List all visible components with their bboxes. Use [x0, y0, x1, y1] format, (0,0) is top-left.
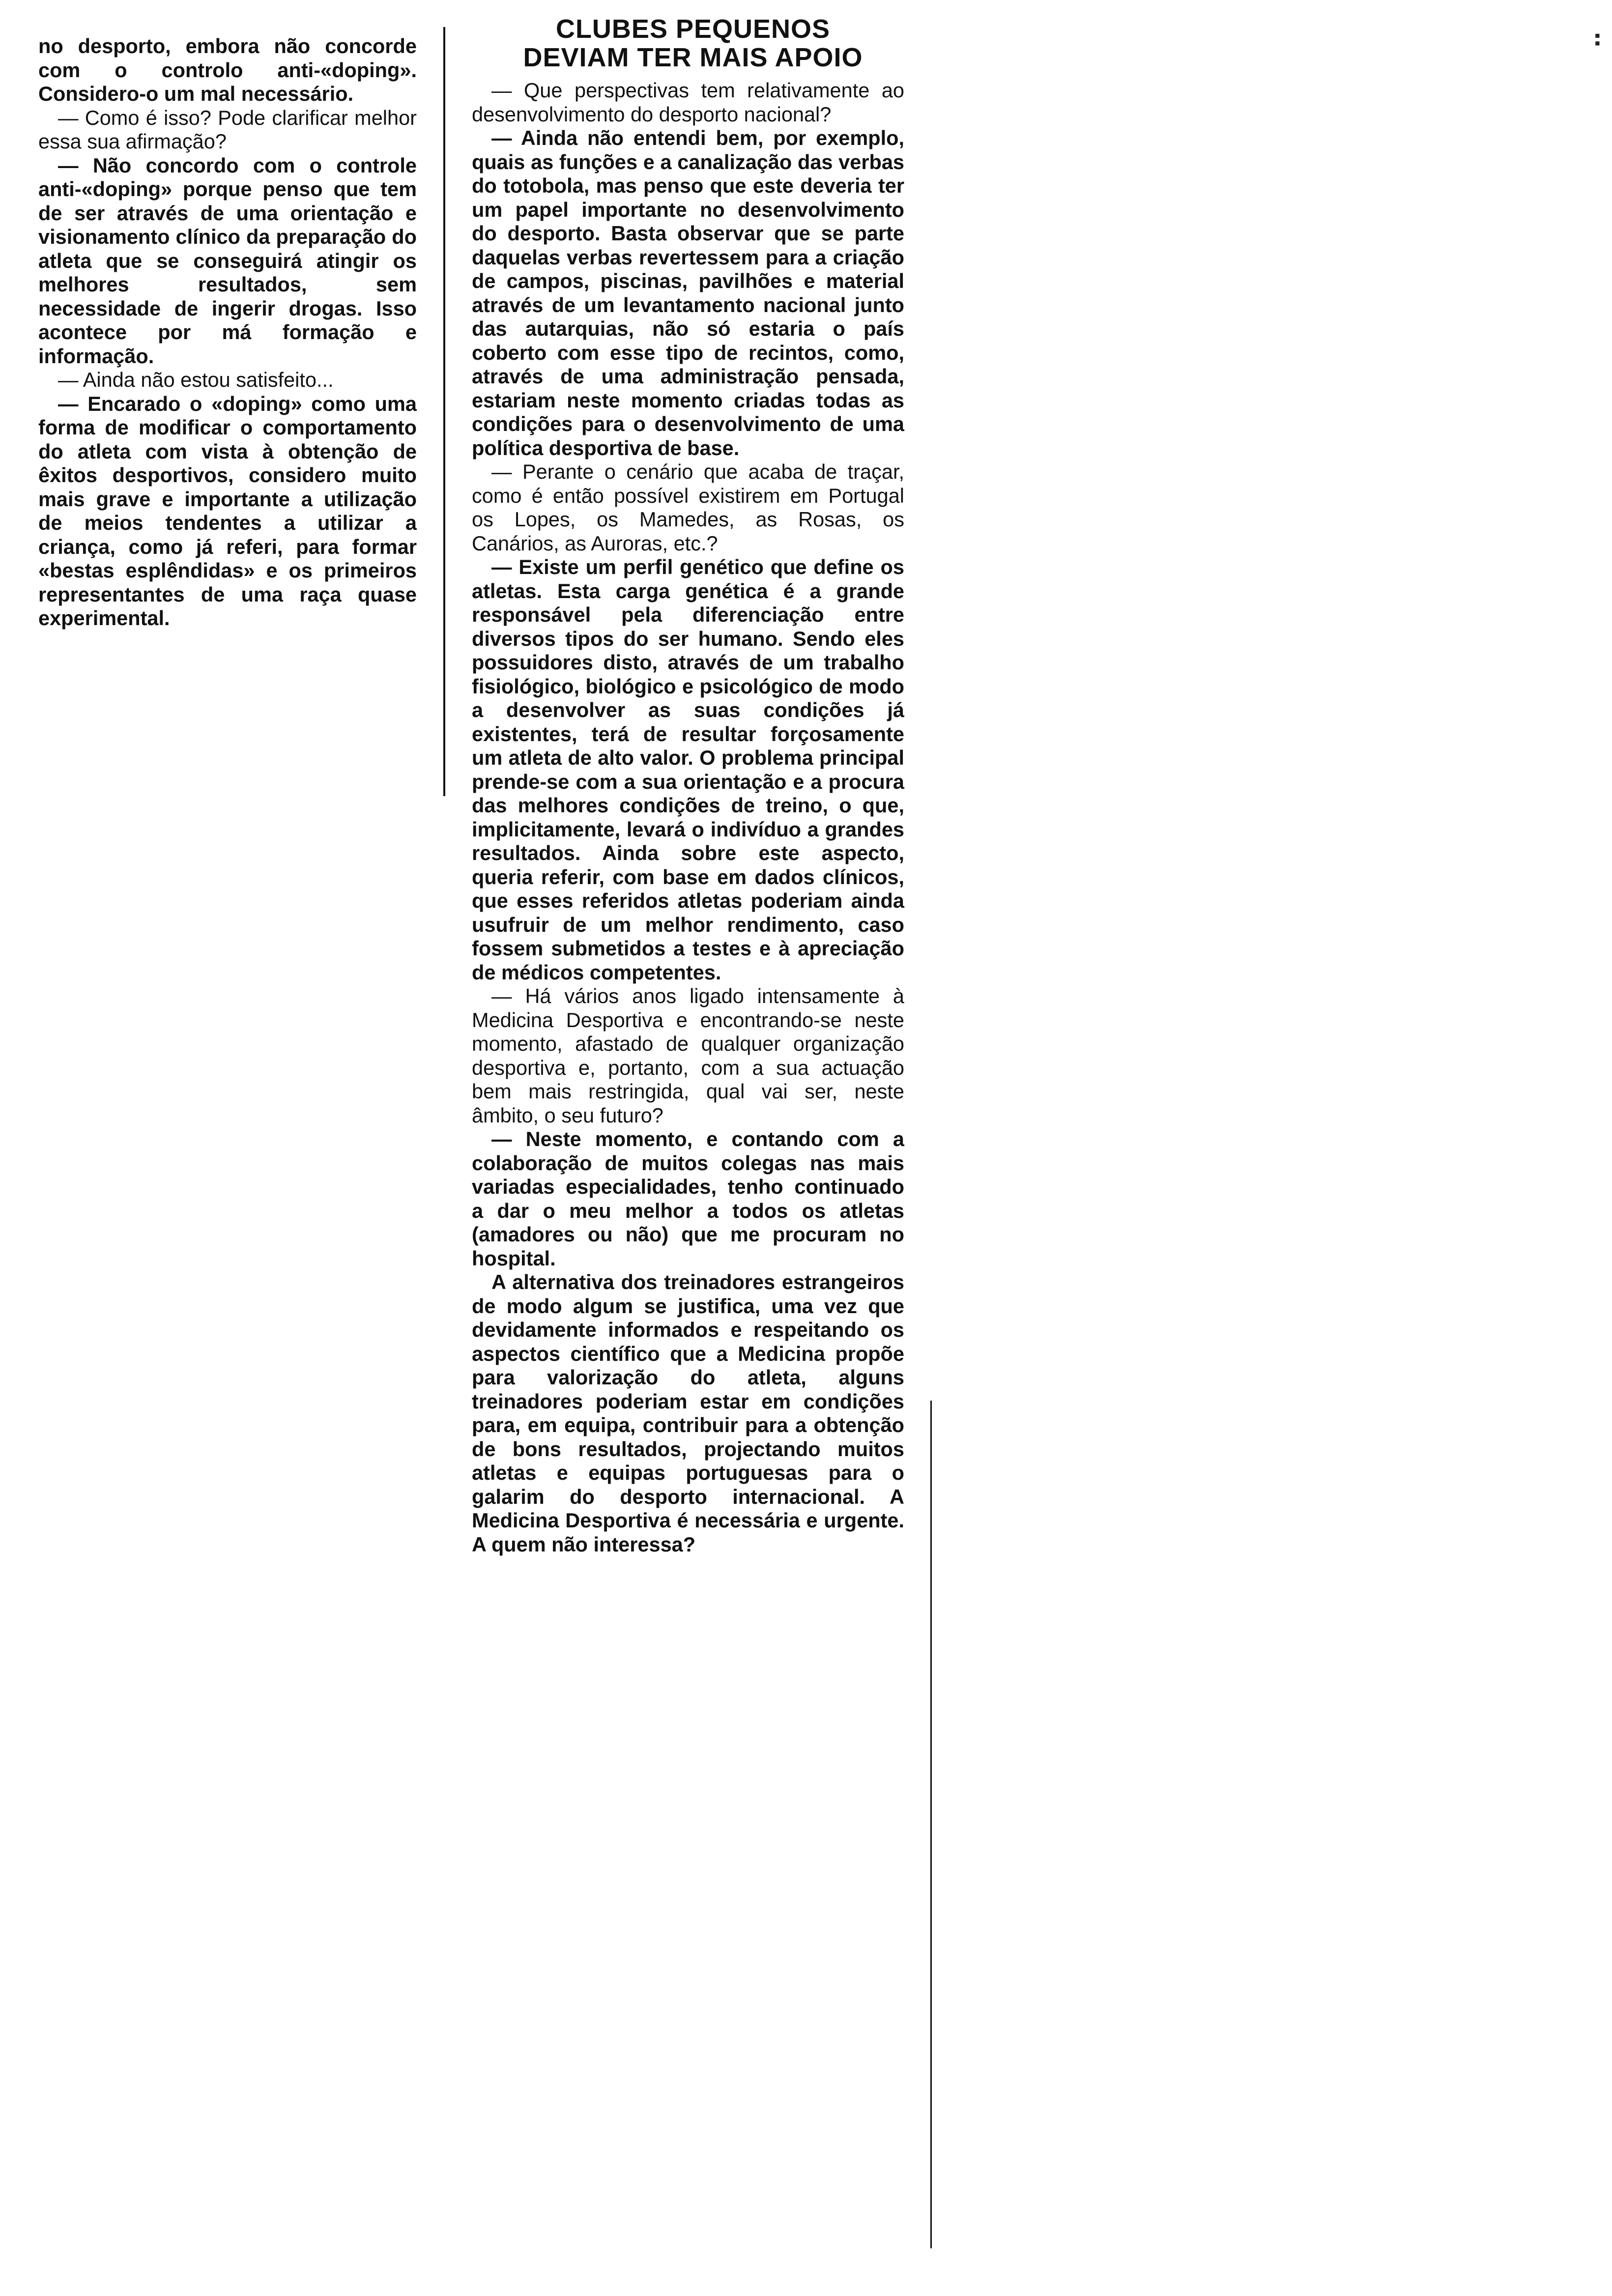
- paragraph: no desporto, embora não concorde com o controlo anti-«doping». Considero-o um mal necessário.: [38, 34, 417, 105]
- interview-answer: A alternativa dos treinadores estrangeiros de modo algum se justifica, uma vez que devidamente informados e respeitando os aspectos científico que a Medicina propõe para valorização do atleta, alguns treinadores poderiam estar em condições para, em equipa, contribuir para a obtenção de bons resultados, projectando muitos atletas e equipas portuguesas para o galarim do desporto internacional. A Medicina Desportiva é necessária e urgente. A quem não interessa?: [472, 1270, 904, 1556]
- interview-answer: — Não concordo com o controle anti-«doping» porque penso que tem de ser através de uma orientação e visionamento clínico da preparação do atleta que se conseguirá atingir os melhores resultados, sem necessidade de ingerir drogas. Isso acontece por má formação e informação.: [38, 153, 417, 368]
- interview-answer: — Existe um perfil genético que define os atletas. Esta carga genética é a grande responsável pela diferenciação entre diversos tipos do ser humano. Sendo eles possuidores disto, através de um trabalho fisiológico, biológico e psicológico de modo a desenvolver as suas condições já existentes, terá de resultar forçosamente um atleta de alto valor. O problema principal prende-se com a sua orientação e a procura das melhores condições de treino, o que, implicitamente, levará o indivíduo a grandes resultados. Ainda sobre este aspecto, queria referir, com base em dados clínicos, que esses referidos atletas poderiam ainda usufruir de um melhor rendimento, caso fossem submetidos a testes e à apreciação de médicos competentes.: [472, 555, 904, 984]
- edge-scan-mark: ⠆: [1591, 23, 1612, 54]
- interview-question: — Ainda não estou satisfeito...: [58, 368, 334, 391]
- interview-answer: — Ainda não entendi bem, por exemplo, quais as funções e a canalização das verbas do totobola, mas penso que este deveria ter um papel importante no desenvolvimento do desporto. Basta observar que se parte daquelas verbas revertessem para a criação de campos, piscinas, pavilhões e material através de um levantamento nacional junto das autarquias, não só estaria o país coberto com esse tipo de recintos, como, através de uma administração pensada, estariam neste momento criadas todas as condições para o desenvolvimento de uma política desportiva de base.: [472, 126, 904, 459]
- column-divider: [443, 27, 445, 796]
- interview-answer: — Encarado o «doping» como uma forma de modificar o comportamento do atleta com vista à obtenção de êxitos desportivos, considero muito mais grave e importante a utilização de meios tendentes a utilizar a criança, como já referi, para formar «bestas esplêndidas» e os primeiros representantes de uma raça quase experimental.: [38, 392, 417, 630]
- article-column-middle: [472, 0, 904, 1556]
- interview-answer: — Neste momento, e contando com a colaboração de muitos colegas nas mais variadas especialidades, tenho continuado a dar o meu melhor a todos os atletas (amadores ou não) que me procuram no hospital.: [472, 1127, 904, 1270]
- interview-question: — Que perspectivas tem relativamente ao desenvolvimento do desporto nacional?: [472, 79, 904, 126]
- section-headline: CLUBES PEQUENOS DEVIAM TER MAIS APOIO: [523, 14, 863, 72]
- article-column-left: [38, 0, 417, 631]
- column-divider: [930, 1401, 932, 2248]
- interview-question: — Como é isso? Pode clarificar melhor essa sua afirmação?: [38, 106, 417, 153]
- interview-question: — Há vários anos ligado intensamente à Medicina Desportiva e encontrando-se neste momento, afastado de qualquer organização desportiva e, portanto, com a sua actuação bem mais restringida, qual vai ser, neste âmbito, o seu futuro?: [472, 984, 904, 1127]
- interview-question: — Perante o cenário que acaba de traçar, como é então possível existirem em Portugal os Lopes, os Mamedes, as Rosas, os Canários, as Auroras, etc.?: [472, 460, 904, 555]
